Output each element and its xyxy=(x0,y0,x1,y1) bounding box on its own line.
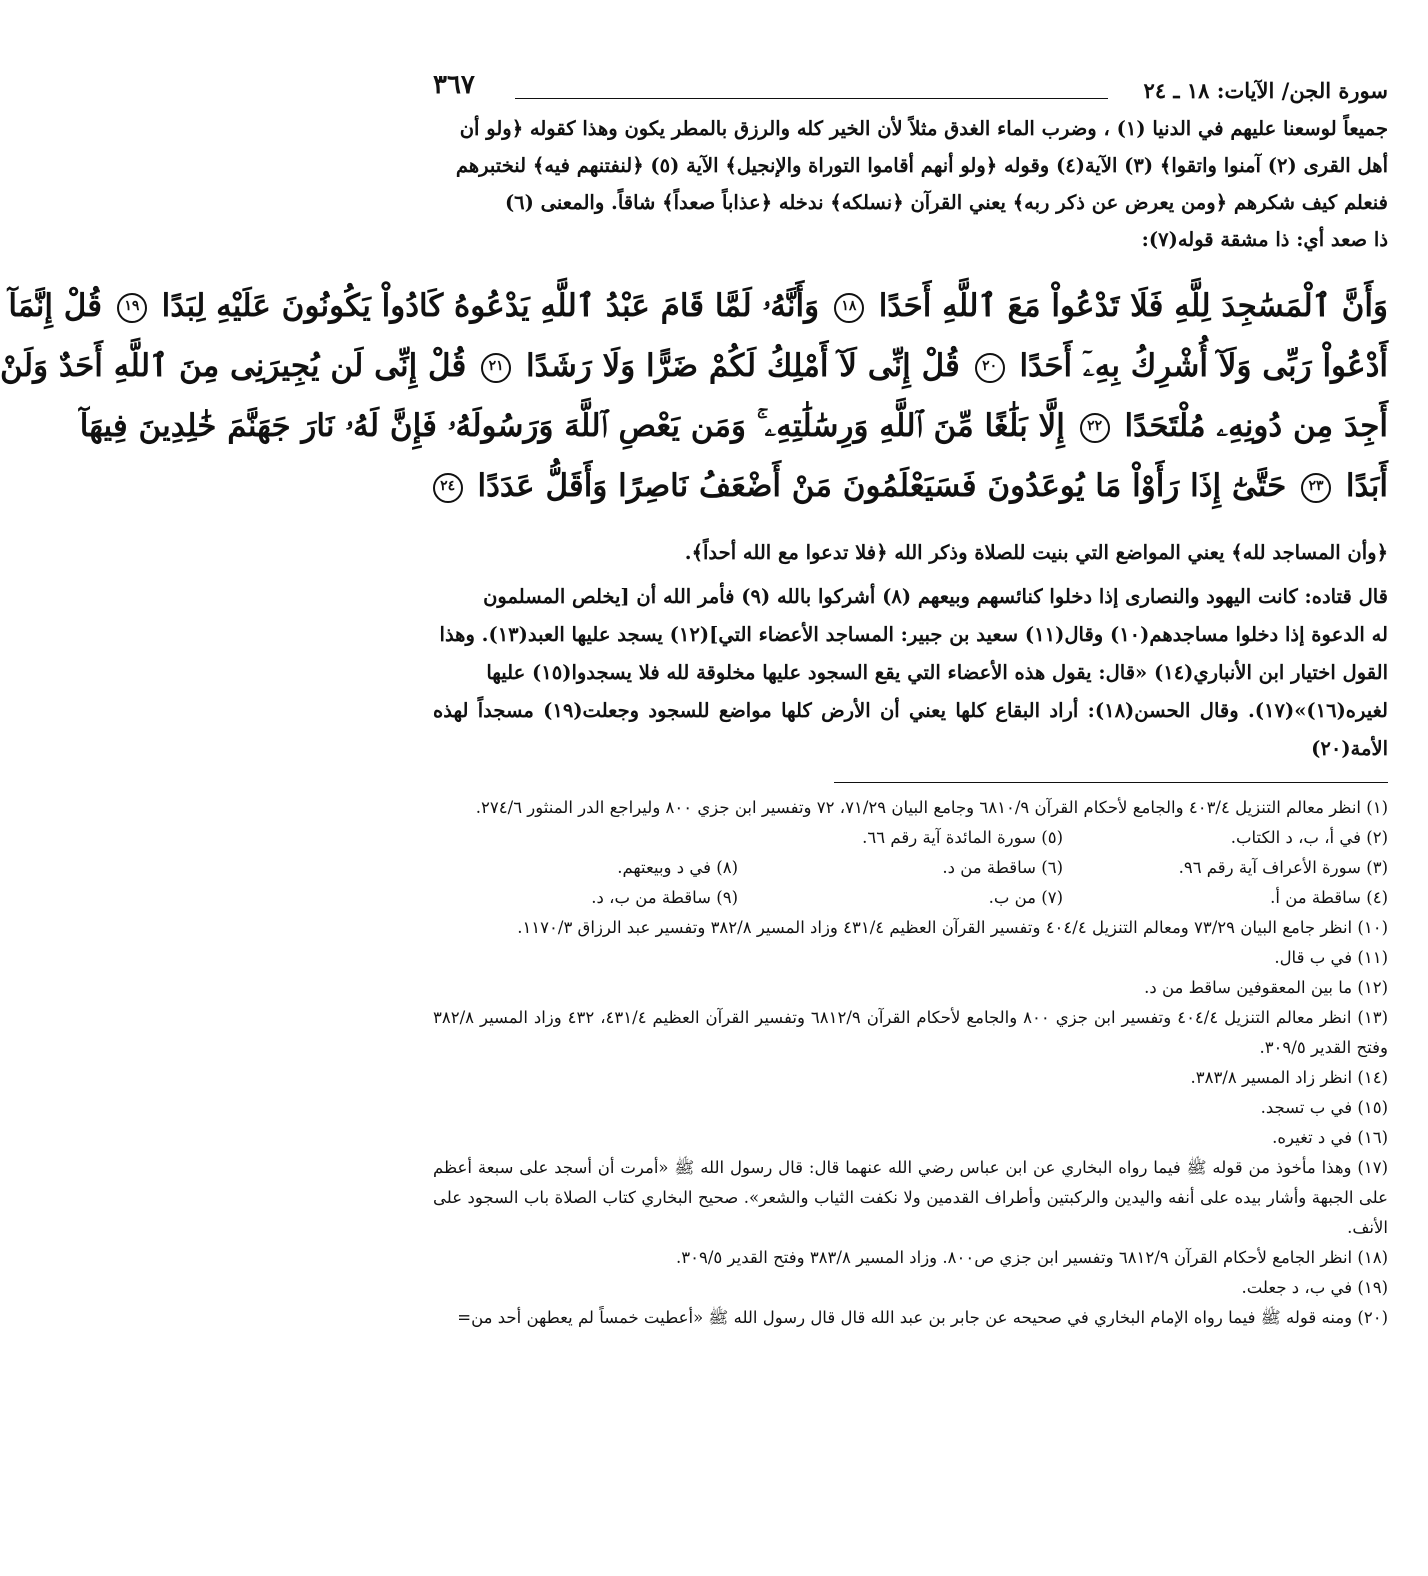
verse-text: حَتَّىٰٓ إِذَا رَأَوْاْ مَا يُوعَدُونَ فَسَيَعْلَمُونَ مَنْ أَضْعَفُ نَاصِرًا وَأَقَلُّ عَدَدًا xyxy=(477,468,1287,504)
quran-line xyxy=(0,336,1388,396)
footnote: (١٨) انظر الجامع لأحكام القرآن ٦٨١٢/٩ وتفسير ابن جزي ص٨٠٠. وزاد المسير ٣٨٣/٨ وفتح القدير ٣٠٩/٥. xyxy=(676,1248,1388,1267)
footnote-columns xyxy=(433,823,1388,913)
quran-line xyxy=(433,456,1388,516)
verse-text: أَدْعُواْ رَبِّى وَلَآ أُشْرِكُ بِهِۦٓ أَحَدًا xyxy=(1019,348,1388,384)
footnote: (٥) سورة المائدة آية رقم ٦٦. xyxy=(862,828,1063,847)
text-line: فنعلم كيف شكرهم ﴿ومن يعرض عن ذكر ربه﴾ يعني القرآن ﴿نسلكه﴾ ندخله ﴿عذاباً صعداً﴾ شاقاً. والمعنى (٦) xyxy=(504,191,1388,214)
footnote: (١) انظر معالم التنزيل ٤٠٣/٤ والجامع لأحكام القرآن ٦٨١٠/٩ وجامع البيان ٧١/٢٩، ٧٢ وتفسير ابن جزي ٨٠٠ وليراجع الدر المنثور ٢٧٤/٦. xyxy=(475,798,1388,817)
verse-number-marker: ١٨ xyxy=(834,293,864,323)
text-line: قال قتاده: كانت اليهود والنصارى إذا دخلوا كنائسهم وبيعهم (٨) أشركوا بالله (٩) فأمر الله أن [يخلص المسلمون xyxy=(483,585,1388,608)
page-header xyxy=(433,70,1388,110)
verse-number-marker: ٢١ xyxy=(481,353,511,383)
footnote: (١٢) ما بين المعقوفين ساقط من د. xyxy=(1144,978,1388,997)
text-line: القول اختيار ابن الأنباري(١٤) «قال: يقول هذه الأعضاء التي يقع السجود عليها مخلوقة لله فلا يسجدوا(١٥) عليها xyxy=(486,661,1388,684)
verse-number-marker: ١٩ xyxy=(117,293,147,323)
footnote-separator xyxy=(834,782,1388,783)
verse-number-marker: ٢٣ xyxy=(1301,473,1331,503)
footnote: (١٣) انظر معالم التنزيل ٤٠٤/٤ وتفسير ابن جزي ٨٠٠ والجامع لأحكام القرآن ٦٨١٢/٩ وتفسير القرآن العظيم ٤٣١/٤، ٤٣٢ وزاد المسير ٣٨٢/٨ وفتح القدير ٣٠٩/٥. xyxy=(433,1008,1389,1057)
book-page xyxy=(0,70,1389,1556)
footnote: (٦) ساقطة من د. xyxy=(942,858,1063,877)
verse-text: أَجِدَ مِن دُونِهِۦ مُلْتَحَدًا xyxy=(1124,408,1388,444)
verse-number-marker: ٢٢ xyxy=(1080,413,1110,443)
verse-text: قُلْ إِنِّى لَآ أَمْلِكُ لَكُمْ ضَرًّا وَلَا رَشَدًا xyxy=(525,348,960,384)
footnotes xyxy=(433,793,1388,1333)
page-number: ٣٦٧ xyxy=(433,70,475,100)
quran-line xyxy=(79,396,1388,456)
verse-text: وَأَنَّ ٱلْمَسَٰجِدَ لِلَّهِ فَلَا تَدْعُواْ مَعَ ٱللَّهِ أَحَدًا xyxy=(878,288,1388,324)
commentary-lead: ﴿وأن المساجد لله﴾ يعني المواضع التي بنيت للصلاة وذكر الله ﴿فلا تدعوا مع الله أحداً﴾. xyxy=(684,541,1388,564)
footnote: (١٦) في د تغيره. xyxy=(1272,1128,1388,1147)
footnote: (١٠) انظر جامع البيان ٧٣/٢٩ ومعالم التنزيل ٤٠٤/٤ وتفسير القرآن العظيم ٤٣١/٤ وزاد المسير ٣٨٢/٨ وتفسير عبد الرزاق ١١٧٠/٣. xyxy=(517,918,1388,937)
verse-text: قُلْ إِنَّمَآ xyxy=(8,288,103,324)
intro-paragraph xyxy=(433,110,1388,258)
footnote: (١٩) في ب، د جعلت. xyxy=(1241,1278,1388,1297)
text-line: لغيره(١٦)»(١٧). وقال الحسن(١٨): أراد البقاع كلها يعني أن الأرض كلها مواضع للسجود وجعلت(١٩) مسجداً لهذه الأمة(٢٠) xyxy=(433,699,1388,760)
footnote: (٧) من ب. xyxy=(988,888,1063,907)
footnote-spacer xyxy=(433,823,738,853)
footnote: (٣) سورة الأعراف آية رقم ٩٦. xyxy=(1178,858,1388,877)
footnote: (٢) في أ، ب، د الكتاب. xyxy=(1230,828,1388,847)
verse-text: قُلْ إِنِّى لَن يُجِيرَنِى مِنَ ٱللَّهِ أَحَدٌ وَلَنْ xyxy=(0,348,467,384)
verse-number-marker: ٢٠ xyxy=(975,353,1005,383)
footnote: (٢٠) ومنه قوله ﷺ فيما رواه الإمام البخاري في صحيحه عن جابر بن عبد الله قال قال رسول الله ﷺ «أعطيت خمساً لم يعطهن أحد من= xyxy=(457,1308,1388,1327)
text-line: أهل القرى (٢) آمنوا واتقوا﴾ (٣) الآية(٤) وقوله ﴿ولو أنهم أقاموا التوراة والإنجيل﴾ الآية (٥) ﴿لنفتنهم فيه﴾ لنختبرهم xyxy=(455,154,1388,177)
verse-number-marker: ٢٤ xyxy=(433,473,463,503)
running-title: سورة الجن/ الآيات: ١٨ ـ ٢٤ xyxy=(1143,78,1388,103)
commentary-paragraph xyxy=(433,534,1388,768)
verse-text: وَأَنَّهُۥ لَمَّا قَامَ عَبْدُ ٱللَّهِ يَدْعُوهُ كَادُواْ يَكُونُونَ عَلَيْهِ لِبَدًا xyxy=(161,288,820,324)
verse-text: أَبَدًا xyxy=(1345,468,1388,504)
header-rule xyxy=(515,98,1108,99)
footnote: (١٤) انظر زاد المسير ٣٨٣/٨. xyxy=(1190,1068,1388,1087)
verse-text: إِلَّا بَلَٰغًا مِّنَ ٱللَّهِ وَرِسَٰلَٰتِهِۦ ۚ وَمَن يَعْصِ ٱللَّهَ وَرَسُولَهُۥ فَإِنَّ لَهُۥ نَارَ جَهَنَّمَ خَٰلِدِينَ فِيهَآ xyxy=(79,408,1065,444)
footnote: (٨) في د وبيعتهم. xyxy=(617,858,738,877)
text-line: ذا صعد أي: ذا مشقة قوله(٧): xyxy=(1141,228,1388,251)
quran-line xyxy=(8,276,1388,336)
text-line: جميعاً لوسعنا عليهم في الدنيا (١) ، وضرب الماء الغدق مثلاً لأن الخير كله والرزق بالمطر يكون وهذا كقوله ﴿ولو أن xyxy=(459,117,1388,140)
footnote: (١١) في ب قال. xyxy=(1274,948,1388,967)
footnote: (١٧) وهذا مأخوذ من قوله ﷺ فيما رواه البخاري عن ابن عباس رضي الله عنهما قال: قال رسول الله ﷺ «أمرت أن أسجد على سبعة أعظم على الجبهة وأشار بيده على أنفه واليدين والركبتين وأطراف القدمين ولا نكفت الثياب والشعر». صحيح البخاري كتاب الصلاة باب السجود على الأنف. xyxy=(433,1158,1388,1237)
footnote: (١٥) في ب تسجد. xyxy=(1260,1098,1388,1117)
footnote: (٤) ساقطة من أ. xyxy=(1270,888,1388,907)
footnote: (٩) ساقطة من ب، د. xyxy=(591,888,738,907)
quran-verses xyxy=(0,276,1388,516)
text-line: له الدعوة إذا دخلوا مساجدهم(١٠) وقال(١١) سعيد بن جبير: المساجد الأعضاء التي](١٢) يسجد عليها العبد(١٣). وهذا xyxy=(439,623,1388,646)
